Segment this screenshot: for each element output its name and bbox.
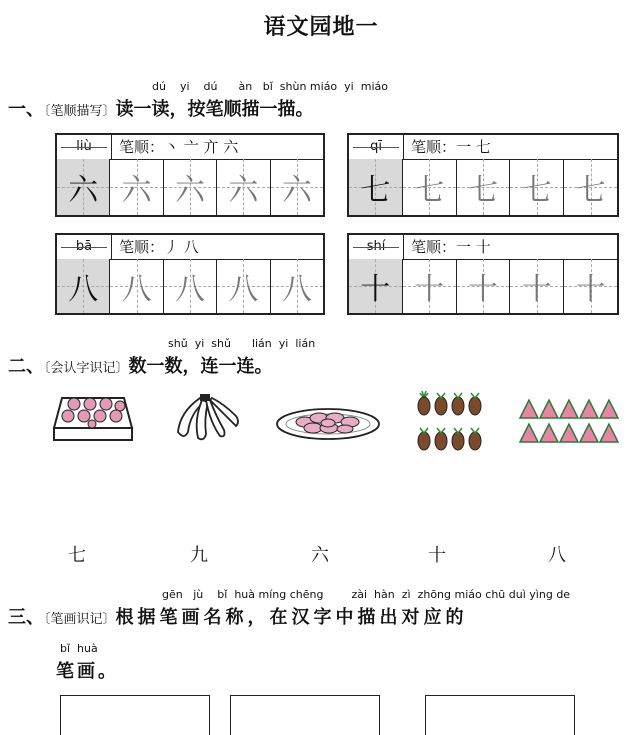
section3-pinyin2: bǐ huà bbox=[60, 642, 98, 655]
writing-cell[interactable]: 八 bbox=[164, 259, 217, 313]
writing-cell[interactable]: 八 bbox=[110, 259, 163, 313]
section2-heading: 二、〔会认字识记〕数一数，连一连。 bbox=[8, 356, 273, 377]
stroke-exercise-box bbox=[425, 695, 575, 735]
dumpling-plate-icon[interactable] bbox=[275, 400, 381, 442]
section3-pinyin: gēn jù bǐ huà míng chēng zài hàn zì zhōng miáo chū duì yìng de bbox=[162, 588, 571, 601]
writing-grid-qi: qī 笔顺：一 七 七 七 七 七 七 bbox=[347, 133, 619, 217]
writing-cell[interactable]: 六 bbox=[57, 159, 110, 215]
writing-cell[interactable]: 七 bbox=[510, 159, 564, 215]
section2-pinyin: shǔ yi shǔ lián yi lián bbox=[168, 337, 316, 350]
writing-cell[interactable]: 七 bbox=[349, 159, 403, 215]
writing-cell[interactable]: 八 bbox=[271, 259, 323, 313]
writing-grid-shi: shí 笔顺：一 十 十 十 十 十 十 bbox=[347, 233, 619, 315]
numeral-jiu[interactable]: 九 bbox=[190, 545, 208, 566]
writing-cell[interactable]: 七 bbox=[564, 159, 617, 215]
numeral-qi[interactable]: 七 bbox=[68, 545, 86, 566]
writing-cell[interactable]: 十 bbox=[564, 259, 617, 313]
pineapples-icon[interactable] bbox=[414, 389, 486, 455]
writing-cell[interactable]: 十 bbox=[349, 259, 403, 313]
writing-cell[interactable]: 七 bbox=[403, 159, 457, 215]
writing-cell[interactable]: 七 bbox=[457, 159, 511, 215]
section1-pinyin: dú yi dú àn bǐ shùn miáo yi miáo bbox=[152, 80, 388, 93]
numeral-liu[interactable]: 六 bbox=[311, 545, 329, 566]
writing-grid-ba: bā 笔顺：丿 八 八 八 八 八 八 bbox=[55, 233, 325, 315]
stroke-exercise-box bbox=[60, 695, 210, 735]
section3-heading-line2: 笔画。 bbox=[56, 661, 119, 682]
writing-cell[interactable]: 十 bbox=[403, 259, 457, 313]
writing-cell[interactable]: 八 bbox=[57, 259, 110, 313]
section3-heading: 三、〔笔画识记〕根据笔画名称，在汉字中描出对应的 bbox=[8, 607, 468, 628]
writing-cell[interactable]: 六 bbox=[110, 159, 163, 215]
bananas-icon[interactable] bbox=[170, 392, 242, 444]
stroke-exercise-box bbox=[230, 695, 380, 735]
writing-cell[interactable]: 八 bbox=[217, 259, 270, 313]
fruit-crate-icon[interactable] bbox=[52, 390, 134, 446]
writing-cell[interactable]: 十 bbox=[510, 259, 564, 313]
section1-heading: 一、〔笔顺描写〕读一读，按笔顺描一描。 bbox=[8, 99, 314, 120]
writing-cell[interactable]: 六 bbox=[271, 159, 323, 215]
watermelon-slices-icon[interactable] bbox=[518, 398, 624, 444]
writing-grid-liu: liù 笔顺：丶 亠 亣 六 六 六 六 六 六 bbox=[55, 133, 325, 217]
writing-cell[interactable]: 六 bbox=[217, 159, 270, 215]
numeral-ba[interactable]: 八 bbox=[548, 545, 566, 566]
writing-cell[interactable]: 六 bbox=[164, 159, 217, 215]
numeral-shi[interactable]: 十 bbox=[428, 545, 446, 566]
writing-cell[interactable]: 十 bbox=[457, 259, 511, 313]
page-title: 语文园地一 bbox=[263, 15, 379, 40]
